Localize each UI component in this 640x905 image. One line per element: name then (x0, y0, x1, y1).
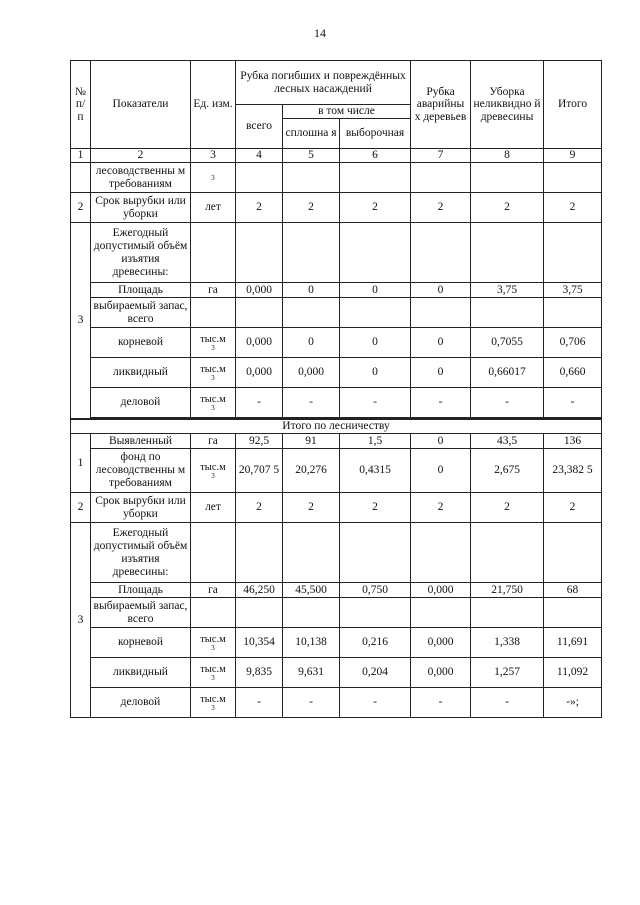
cell: 0 (340, 283, 411, 298)
row-label: выбираемый запас, всего (91, 298, 191, 328)
cell: 23,382 5 (544, 449, 602, 493)
row-num: 2 (71, 193, 91, 223)
cell: 91 (283, 434, 340, 449)
table-row (71, 493, 602, 523)
section-row (71, 419, 602, 434)
header-including: в том числе (283, 105, 411, 119)
cell: 0,706 (544, 328, 602, 358)
row-label: Ежегодный допустимый объём изъятия древесины: (91, 523, 191, 583)
cell: 0 (411, 283, 471, 298)
cell: - (283, 388, 340, 418)
page-number: 14 (314, 26, 326, 40)
cell: 92,5 (236, 434, 283, 449)
cell: 1,338 (471, 628, 544, 658)
unit-superscript: 3 (211, 173, 215, 182)
row-unit: тыс.м 3 (191, 688, 236, 718)
cell: - (283, 688, 340, 718)
cell: 0,000 (236, 328, 283, 358)
row-label: Выявленный (91, 434, 191, 449)
header-clear: сплошна я (283, 119, 340, 149)
cell: 3,75 (471, 283, 544, 298)
cell: 2,675 (471, 449, 544, 493)
row-label: Площадь (91, 283, 191, 298)
table-row (71, 283, 602, 298)
cell: - (236, 388, 283, 418)
col-number: 5 (283, 149, 340, 163)
col-number: 4 (236, 149, 283, 163)
header-unit: Ед. изм. (191, 61, 236, 149)
row-label: Ежегодный допустимый объём изъятия древесины: (91, 223, 191, 283)
section-title: Итого по лесничеству (71, 419, 602, 434)
row-num: 3 (71, 523, 91, 718)
cell: 0 (411, 328, 471, 358)
cell: 0 (340, 328, 411, 358)
cell: 45,500 (283, 583, 340, 598)
row-label: деловой (91, 388, 191, 418)
cell: 11,691 (544, 628, 602, 658)
cell: 0,66017 (471, 358, 544, 388)
row-label: выбираемый запас, всего (91, 598, 191, 628)
cell: 0,000 (283, 358, 340, 388)
row-label: Срок вырубки или уборки (91, 193, 191, 223)
cell: 0,7055 (471, 328, 544, 358)
cell: 0 (283, 328, 340, 358)
row-unit: га (191, 583, 236, 598)
cell: - (236, 688, 283, 718)
col-number: 1 (71, 149, 91, 163)
row-num: 2 (71, 493, 91, 523)
header-row (71, 61, 602, 105)
header-emergency: Рубка аварийны х деревьев (411, 61, 471, 149)
table-row (71, 449, 602, 493)
cell: - (340, 388, 411, 418)
cell: 0 (411, 449, 471, 493)
table-row (71, 328, 602, 358)
cell: 0,4315 (340, 449, 411, 493)
row-unit: тыс.м 3 (191, 358, 236, 388)
cell: 2 (471, 193, 544, 223)
cell: 20,707 5 (236, 449, 283, 493)
cell: - (340, 688, 411, 718)
table-row (71, 628, 602, 658)
cell: 0,000 (236, 358, 283, 388)
table-row (71, 223, 602, 283)
cell: - (471, 388, 544, 418)
cell: 3,75 (544, 283, 602, 298)
cell: 0 (340, 358, 411, 388)
row-unit: лет (191, 193, 236, 223)
row-label: лесоводственны м требованиям (91, 163, 191, 193)
cell: 2 (236, 193, 283, 223)
cell: 43,5 (471, 434, 544, 449)
cell: 9,631 (283, 658, 340, 688)
cell: 0,000 (236, 283, 283, 298)
cell: 1,5 (340, 434, 411, 449)
cell: - (411, 388, 471, 418)
cell: 0,216 (340, 628, 411, 658)
row-unit: га (191, 434, 236, 449)
col-number: 2 (91, 149, 191, 163)
table-row (71, 388, 602, 418)
cell: 0,204 (340, 658, 411, 688)
row-num: 1 (71, 434, 91, 493)
header-selective: выборочная (340, 119, 411, 149)
row-label: Срок вырубки или уборки (91, 493, 191, 523)
table-row (71, 598, 602, 628)
row-label: ликвидный (91, 658, 191, 688)
cell: 11,092 (544, 658, 602, 688)
cell: 10,138 (283, 628, 340, 658)
col-number: 3 (191, 149, 236, 163)
header-total-all: всего (236, 105, 283, 149)
cell: 2 (411, 193, 471, 223)
cell: 20,276 (283, 449, 340, 493)
row-unit: тыс.м 3 (191, 388, 236, 418)
row-label: ликвидный (91, 358, 191, 388)
column-numbers-row (71, 149, 602, 163)
row-unit: га (191, 283, 236, 298)
header-felling-dead: Рубка погибших и повреждённых лесных насаждений (236, 61, 411, 105)
row-num: 3 (71, 223, 91, 420)
cell: -»; (544, 688, 602, 718)
cell: 9,835 (236, 658, 283, 688)
row-label: корневой (91, 628, 191, 658)
table-row (71, 358, 602, 388)
cell: 2 (283, 193, 340, 223)
cell: 0,000 (411, 658, 471, 688)
header-cleanup: Уборка неликвидно й древесины (471, 61, 544, 149)
table-row (71, 583, 602, 598)
cell: 2 (411, 493, 471, 523)
col-number: 9 (544, 149, 602, 163)
cell: 68 (544, 583, 602, 598)
row-label: корневой (91, 328, 191, 358)
cell: 0 (411, 358, 471, 388)
table-row (71, 434, 602, 449)
cell: 0,660 (544, 358, 602, 388)
cell: 0,000 (411, 628, 471, 658)
row-label: фонд по лесоводственны м требованиям (91, 449, 191, 493)
header-num: № п/п (71, 61, 91, 149)
cell: - (411, 688, 471, 718)
col-number: 6 (340, 149, 411, 163)
cell: 2 (340, 193, 411, 223)
table-row (71, 523, 602, 583)
table-row (71, 193, 602, 223)
row-unit: тыс.м 3 (191, 628, 236, 658)
table-row (71, 298, 602, 328)
cell: 46,250 (236, 583, 283, 598)
cell: 0 (411, 434, 471, 449)
forest-table (70, 60, 602, 718)
cell: 21,750 (471, 583, 544, 598)
table-row (71, 688, 602, 718)
row-label: деловой (91, 688, 191, 718)
cell: 2 (283, 493, 340, 523)
col-number: 7 (411, 149, 471, 163)
cell: 0,750 (340, 583, 411, 598)
cell: 1,257 (471, 658, 544, 688)
table-row (71, 163, 602, 193)
cell: 2 (340, 493, 411, 523)
cell: - (544, 388, 602, 418)
cell: 2 (544, 193, 602, 223)
header-total: Итого (544, 61, 602, 149)
table-row (71, 658, 602, 688)
cell: 2 (236, 493, 283, 523)
cell: 0 (283, 283, 340, 298)
cell: 136 (544, 434, 602, 449)
cell: 0,000 (411, 583, 471, 598)
col-number: 8 (471, 149, 544, 163)
header-indicators: Показатели (91, 61, 191, 149)
row-unit: тыс.м 3 (191, 449, 236, 493)
row-unit: лет (191, 493, 236, 523)
cell: - (471, 688, 544, 718)
row-unit: тыс.м 3 (191, 658, 236, 688)
row-label: Площадь (91, 583, 191, 598)
cell: 2 (471, 493, 544, 523)
cell: 10,354 (236, 628, 283, 658)
row-unit: тыс.м 3 (191, 328, 236, 358)
cell: 2 (544, 493, 602, 523)
